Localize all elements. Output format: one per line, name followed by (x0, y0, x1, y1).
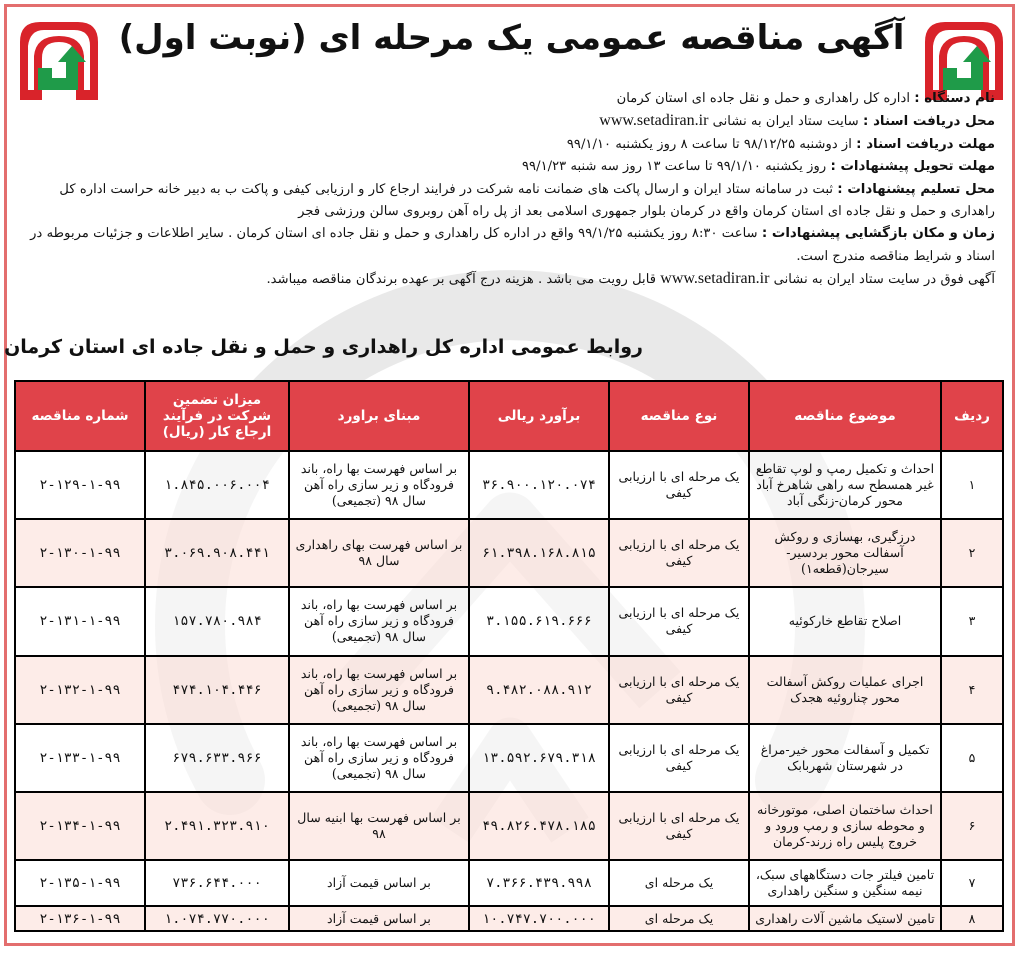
table-row (15, 451, 1003, 519)
docs-deadline-line (20, 134, 995, 156)
cell-basis: بر اساس فهرست بها راه، باند فرودگاه و زیر سازی راه آهن سال ۹۸ (تجمیعی) (289, 587, 469, 655)
cell-estimate: ۴۹.۸۲۶.۴۷۸.۱۸۵ (469, 792, 609, 860)
cell-basis: بر اساس فهرست بها ابنیه سال ۹۸ (289, 792, 469, 860)
public-relations-signature: روابط عمومی اداره کل راهداری و حمل و نقل جاده ای استان کرمان (4, 336, 643, 358)
cell-subject: درزگیری، بهسازی و روکش آسفالت محور بردسیر-سیرجان(قطعه۱) (749, 519, 941, 587)
cell-tender-number: ۲-۱۳۰-۱-۹۹ (15, 519, 145, 587)
opening-label: زمان و مکان بازگشایی پیشنهادات : (761, 226, 995, 242)
info-block (20, 88, 995, 292)
cell-type: یک مرحله ای با ارزیابی کیفی (609, 792, 749, 860)
cell-subject: احداث ساختمان اصلی، موتورخانه و محوطه سازی و رمپ ورود و خروج پلیس راه زرند-کرمان (749, 792, 941, 860)
table-row (15, 906, 1003, 931)
header-type: نوع مناقصه (609, 381, 749, 451)
cell-subject: تامین لاستیک ماشین آلات راهداری (749, 906, 941, 931)
cell-tender-number: ۲-۱۳۱-۱-۹۹ (15, 587, 145, 655)
table-row (15, 724, 1003, 792)
cell-row-number: ۵ (941, 724, 1003, 792)
cell-tender-number: ۲-۱۳۶-۱-۹۹ (15, 906, 145, 931)
device-label: نام دستگاه : (914, 91, 995, 106)
cell-tender-number: ۲-۱۳۲-۱-۹۹ (15, 656, 145, 724)
cell-subject: تامین فیلتر جات دستگاههای سبک، نیمه سنگین و سنگین راهداری (749, 860, 941, 906)
device-line (20, 88, 995, 110)
cell-estimate: ۹.۴۸۲.۰۸۸.۹۱۲ (469, 656, 609, 724)
table-header-row (15, 381, 1003, 451)
proposal-deadline-value: روز یکشنبه ۹۹/۱/۱۰ تا ساعت ۱۳ روز سه شنبه ۹۹/۱/۲۳ (521, 159, 827, 175)
setad-link[interactable]: www.setadiran.ir (660, 270, 770, 288)
cell-type: یک مرحله ای (609, 860, 749, 906)
submit-place-label: محل تسلیم پیشنهادات : (837, 181, 995, 197)
cell-guarantee: ۶۷۹.۶۳۳.۹۶۶ (145, 724, 289, 792)
cell-tender-number: ۲-۱۳۳-۱-۹۹ (15, 724, 145, 792)
cell-estimate: ۳۶.۹۰۰.۱۲۰.۰۷۴ (469, 451, 609, 519)
cell-row-number: ۸ (941, 906, 1003, 931)
table-row (15, 519, 1003, 587)
cell-type: یک مرحله ای با ارزیابی کیفی (609, 724, 749, 792)
cell-type: یک مرحله ای با ارزیابی کیفی (609, 451, 749, 519)
cell-estimate: ۱۳.۵۹۲.۶۷۹.۳۱۸ (469, 724, 609, 792)
note-suffix: قابل رویت می باشد . هزینه درج آگهی بر عهده برندگان مناقصه میباشد. (266, 272, 657, 288)
device-value: اداره کل راهداری و حمل و نقل جاده ای استان کرمان (616, 91, 911, 106)
table-row (15, 860, 1003, 906)
tenders-table (14, 380, 1004, 932)
cell-basis: بر اساس فهرست بهای راهداری سال ۹۸ (289, 519, 469, 587)
cell-row-number: ۶ (941, 792, 1003, 860)
header-estimate: برآورد ریالی (469, 381, 609, 451)
proposal-deadline-label: مهلت تحویل پیشنهادات : (830, 159, 995, 175)
cell-row-number: ۷ (941, 860, 1003, 906)
cell-row-number: ۱ (941, 451, 1003, 519)
cell-basis: بر اساس فهرست بها راه، باند فرودگاه و زیر سازی راه آهن سال ۹۸ (تجمیعی) (289, 451, 469, 519)
cell-estimate: ۶۱.۳۹۸.۱۶۸.۸۱۵ (469, 519, 609, 587)
page-title: آگهی مناقصه عمومی یک مرحله ای (نوبت اول) (118, 18, 905, 58)
opening-line (20, 223, 995, 268)
header-guarantee: میزان تضمین شرکت در فرآیند ارجاع کار (ریال) (145, 381, 289, 451)
cell-estimate: ۷.۳۶۶.۴۳۹.۹۹۸ (469, 860, 609, 906)
cell-subject: اجرای عملیات روکش آسفالت محور چناروئیه هجدک (749, 656, 941, 724)
header-subject: موضوع مناقصه (749, 381, 941, 451)
docs-deadline-value: از دوشنبه ۹۸/۱۲/۲۵ تا ساعت ۸ روز یکشنبه ۹۹/۱/۱۰ (566, 136, 852, 152)
docs-place-line (20, 110, 995, 133)
cell-basis: بر اساس قیمت آزاد (289, 860, 469, 906)
cell-tender-number: ۲-۱۲۹-۱-۹۹ (15, 451, 145, 519)
table-row (15, 656, 1003, 724)
submit-place-value: ثبت در سامانه ستاد ایران و ارسال پاکت های ضمانت نامه شرکت در فرایند ارجاع کار و ارزیابی کیفی و پاکت ب به دبیر خانه حراست اداره کل راهداری و حمل و نقل جاده ای استان کرمان واقع در کرمان بلوار جمهوری اسلامی بعد از پل راه آهن روبروی سالن ورزشی فجر (59, 181, 995, 220)
note-line (20, 268, 995, 291)
table-row (15, 792, 1003, 860)
docs-deadline-label: مهلت دریافت اسناد : (856, 136, 995, 152)
cell-guarantee: ۱.۰۷۴.۷۷۰.۰۰۰ (145, 906, 289, 931)
cell-basis: بر اساس فهرست بها راه، باند فرودگاه و زیر سازی راه آهن سال ۹۸ (تجمیعی) (289, 656, 469, 724)
cell-tender-number: ۲-۱۳۵-۱-۹۹ (15, 860, 145, 906)
note-prefix: آگهی فوق در سایت ستاد ایران به نشانی (773, 272, 995, 288)
docs-place-value: سایت ستاد ایران به نشانی (712, 114, 859, 130)
cell-subject: اصلاح تقاطع خارکوئیه (749, 587, 941, 655)
cell-guarantee: ۷۳۶.۶۴۴.۰۰۰ (145, 860, 289, 906)
cell-guarantee: ۱۵۷.۷۸۰.۹۸۴ (145, 587, 289, 655)
cell-guarantee: ۴۷۴.۱۰۴.۴۴۶ (145, 656, 289, 724)
setad-link[interactable]: www.setadiran.ir (599, 112, 709, 130)
header-basis: مبنای براورد (289, 381, 469, 451)
table-row (15, 587, 1003, 655)
cell-subject: احداث و تکمیل رمپ و لوپ تقاطع غیر همسطح سه راهی شاهرخ آباد محور کرمان-زنگی آباد (749, 451, 941, 519)
submit-place-line (20, 179, 995, 224)
opening-value: ساعت ۸:۳۰ روز یکشنبه ۹۹/۱/۲۵ واقع در اداره کل راهداری و حمل و نقل جاده ای استان کرمان . سایر اطلاعات و جزئیات مربوطه در اسناد و شرایط مناقصه مندرج است. (30, 226, 995, 264)
cell-type: یک مرحله ای با ارزیابی کیفی (609, 519, 749, 587)
cell-basis: بر اساس فهرست بها راه، باند فرودگاه و زیر سازی راه آهن سال ۹۸ (تجمیعی) (289, 724, 469, 792)
cell-estimate: ۳.۱۵۵.۶۱۹.۶۶۶ (469, 587, 609, 655)
cell-type: یک مرحله ای با ارزیابی کیفی (609, 587, 749, 655)
cell-guarantee: ۱.۸۴۵.۰۰۶.۰۰۴ (145, 451, 289, 519)
header-row-number: ردیف (941, 381, 1003, 451)
header-tender-number: شماره مناقصه (15, 381, 145, 451)
cell-estimate: ۱۰.۷۴۷.۷۰۰.۰۰۰ (469, 906, 609, 931)
cell-row-number: ۴ (941, 656, 1003, 724)
cell-guarantee: ۳.۰۶۹.۹۰۸.۴۴۱ (145, 519, 289, 587)
cell-guarantee: ۲.۴۹۱.۳۲۳.۹۱۰ (145, 792, 289, 860)
cell-subject: تکمیل و آسفالت محور خیر-مراغ در شهرستان شهربابک (749, 724, 941, 792)
cell-row-number: ۳ (941, 587, 1003, 655)
cell-row-number: ۲ (941, 519, 1003, 587)
docs-place-label: محل دریافت اسناد : (863, 114, 995, 130)
cell-type: یک مرحله ای (609, 906, 749, 931)
proposal-deadline-line (20, 156, 995, 178)
cell-type: یک مرحله ای با ارزیابی کیفی (609, 656, 749, 724)
cell-tender-number: ۲-۱۳۴-۱-۹۹ (15, 792, 145, 860)
cell-basis: بر اساس قیمت آزاد (289, 906, 469, 931)
